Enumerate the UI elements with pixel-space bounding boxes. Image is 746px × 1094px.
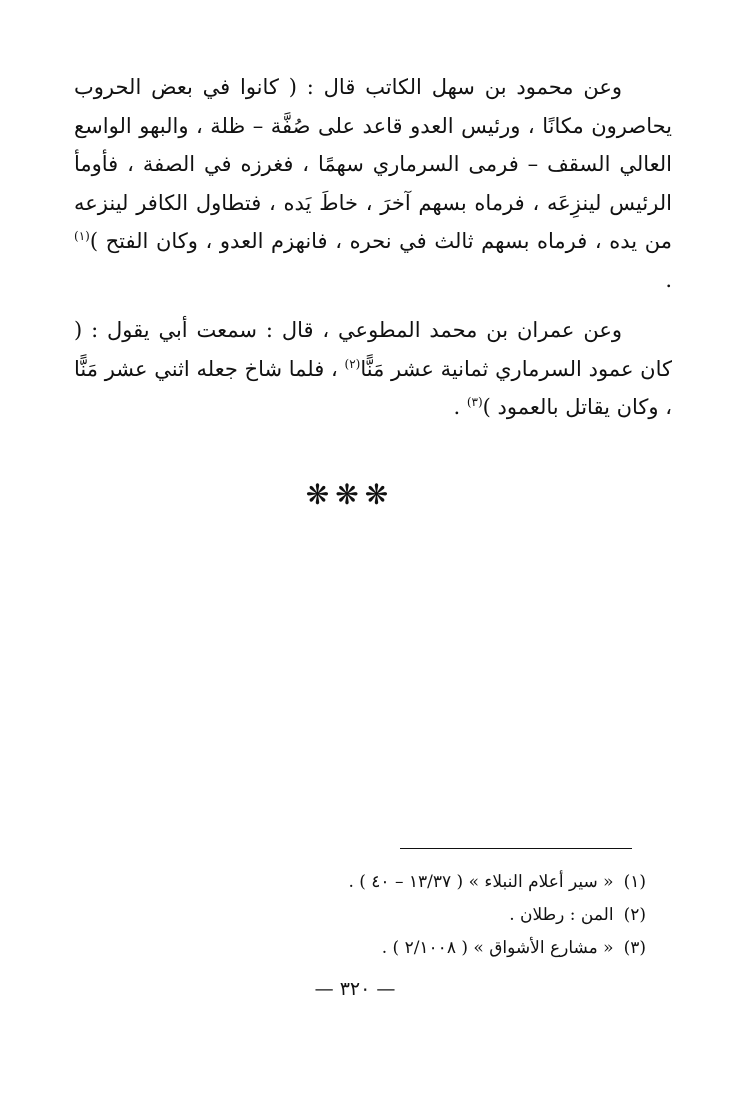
body-paragraph-2 — [74, 311, 672, 427]
footnote-number: (٢) — [623, 905, 646, 925]
footnote-ref-2: (٢) — [344, 356, 361, 371]
section-divider-ornament — [300, 478, 400, 511]
footnote-text: « مشارع الأشواق » ( ٢/١٠٠٨ ) . — [381, 938, 614, 958]
footnote-item — [74, 866, 646, 899]
star-ornament-icons: ❋❋❋ — [305, 478, 395, 511]
paragraph-2-text-a: وعن عمران بن محمد المطوعي ، قال : سمعت أبي يقول : ( كان عمود السرماري ثمانية عشر مَنًّا — [74, 318, 672, 381]
footnote-separator-rule — [400, 848, 632, 849]
paragraph-2-text-b: ، فلما شاخ جعله اثني عشر مَنًّا ، وكان يقاتل بالعمود ) — [74, 356, 672, 419]
paragraph-1-text: وعن محمود بن سهل الكاتب قال : ( كانوا في بعض الحروب يحاصرون مكانًا ، ورئيس العدو قاعد على صُفَّة – ظلة ، والبهو الواسع العالي السقف – فرمى السرماري سهمًا ، فغرزه في الصفة ، فأومأ الرئيس لينزِعَه ، فرماه بسهم آخرَ ، خاطَ يَده ، فتطاول الكافر لينزعه من يده ، فرماه بسهم ثالث في نحره ، فانهزم العدو ، وكان الفتح ) — [74, 75, 672, 253]
footnote-item — [74, 932, 646, 965]
footnote-ref-3: (٣) — [466, 395, 483, 409]
footnote-text: المن : رطلان . — [509, 905, 614, 925]
body-paragraph-1 — [74, 68, 672, 299]
footnote-text: « سير أعلام النبلاء » ( ١٣/٣٧ – ٤٠ ) . — [348, 872, 614, 892]
paragraph-2-tail: . — [453, 395, 467, 419]
page-number: — ٣٢٠ — — [314, 978, 396, 1000]
footnote-ref-1: (١) — [74, 229, 90, 243]
footnotes-list — [74, 866, 646, 965]
footnote-number: (٣) — [623, 938, 646, 958]
footnote-item — [74, 899, 646, 932]
paragraph-1-tail: . — [665, 267, 672, 292]
footnote-number: (١) — [623, 872, 646, 892]
